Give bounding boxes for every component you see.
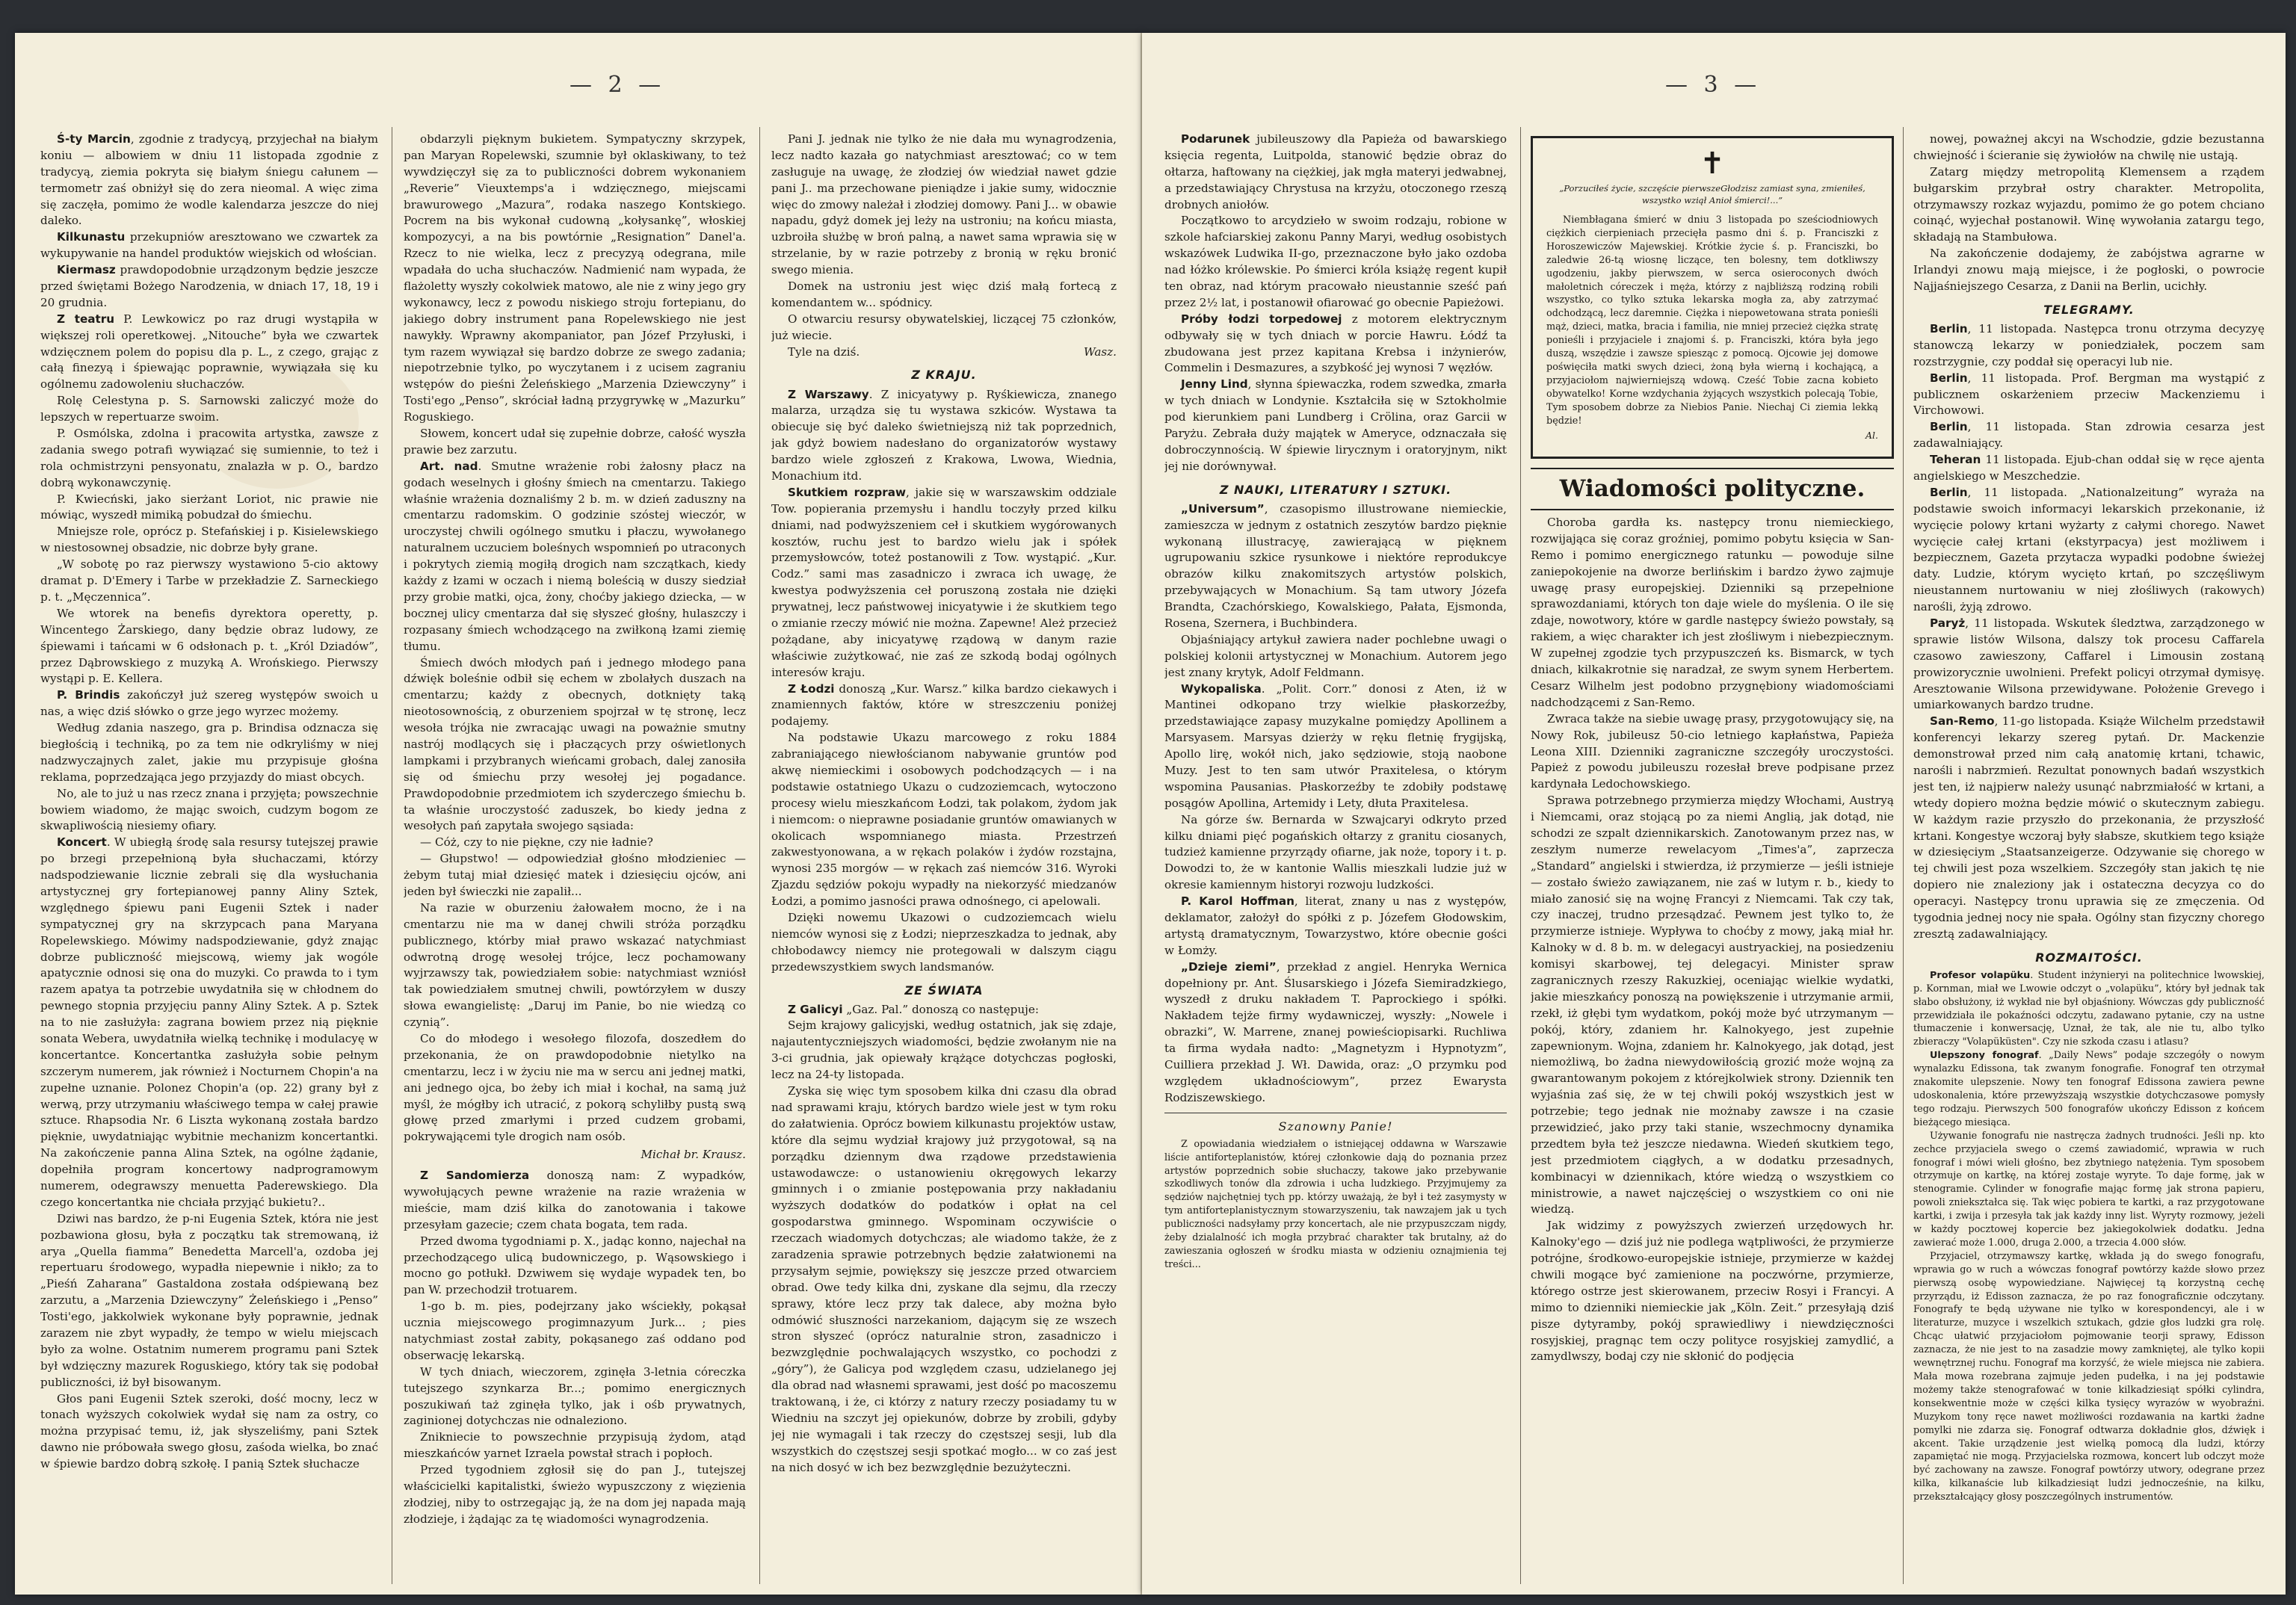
paragraph: Z Warszawy. Z inicyatywy p. Ryśkiewicza, znanego malarza, urządza się tu wystawa szkiców. Wystawa ta obiecuje się być daleko świetniejszą niż tak poprzednich, jak gdyż bowiem nadesłano do organizatorów wystawy bardzo wiele zgłoszeń z Krakowa, Lwowa, Wiednia, Monachium itd. — [771, 387, 1117, 483]
column-rule — [759, 127, 760, 1584]
section-heading: TELEGRAMY. — [2043, 302, 2135, 317]
lead-word: Kiermasz — [57, 263, 116, 277]
column-6 — [1913, 132, 2265, 1581]
paragraph: Co do młodego i wesołego filozofa, doszedłem do przekonania, że on prawdopodobnie nietylko na cmentarzu, lecz i w życiu nie ma w sercu ani jednej matki, ani jednego ojca, bo żeby ich miał i kochał, na samą już myśl, że mógłby ich utracić, z pokorą schyliłby pustą swą głowę przed zmarłymi i przed cudzem grobami, pokrywającemi tyle drogich nam osób. — [404, 1031, 746, 1144]
obituary-signature: Al. — [1866, 429, 1878, 441]
lead-word: Z Warszawy — [788, 387, 869, 401]
telegram: Berlin, 11 listopada. Następca tronu otrzyma decyzyę stanowczą lekarzy w poniedziałek, poczem sam rozstrzygnie, czy poddał się operacyi lub nie. — [1913, 321, 2265, 368]
column-1 — [40, 132, 378, 1581]
paragraph: Używanie fonografu nie nastręcza żadnych trudności. Jeśli np. kto zechce przyjaciela swego o czemś zawiadomić, wprawia w ruch fonograf i mówi wieli głośno, bez zbytniego natężenia. Tym sposobem otrzymuje on kartkę, na której zostaje wyryte. To daje formę, jak w stenogramie. Cylinder w fonografie mając formę jak strona papieru, powoli zniekształca się. Tak więc pobiera te kartki, a raz przygotowane kartki, i zwija i przesyła tak jak każdy inny list. Wyryty rozmowy, jeżeli w każdy pocztowej kopercie bez jakiegokolwiek dodatku. Jedna zawierać może 1.000, druga 2.000, a trzecia 4.000 słów. — [1913, 1130, 2265, 1249]
paragraph: Sejm krajowy galicyjski, według ostatnich, jak się zdaje, najautentyczniejszych wiadomości, będzie zwołanym nie na 3-ci grudnia, jak opiewały krążące dotychczas pogłoski, lecz na 24-ty listopada. — [771, 1018, 1117, 1082]
paragraph: Początkowo to arcydzieło w swoim rodzaju, robione w szkole hafciarskiej zakonu Panny Maryi, według osobistych wskazówek Ludwika II-go, przeznaczone było jako ozdoba nad łóżko królewskie. Po śmierci króla książę regent kupił ten obraz, nad którym pracowało nieustannie sześć pań przez 2½ lat, i postanowił ofiarować go obecnie Papieżowi. — [1164, 214, 1507, 309]
paragraph: Jak widzimy z powyższych zwierzeń urzędowych hr. Kalnoky'ego — dziś już nie podlega wątpliwości, że przymierze potrójne, środkowo-europejskie istnieje, przymierze w każdej chwili mogące być zamienione na poczwórne, przymierze, którego ostrze jest skierowanem, przeciw Rosyi i Francyi. A mimo to dzienniki niemieckie jak „Köln. Zeit.” przesyłają dziś pisze dytyramby, pokój sprawiedliwy i niewdzięczności rosyjskiej, pragnąc tem oczy polityce rosyjskiej zamydlić, a zamydlwszy, bodaj czy nie skłonić do podjęcia — [1531, 1219, 1894, 1364]
paragraph: Na razie w oburzeniu żałowałem mocno, że i na cmentarzu nie ma w danej chwili stróża porządku publicznego, którby miał prawo wskazać natychmiast odwrotną drogę wesołej trójce, lecz pochamowany wyjrzawszy tak, powiedziałem sobie: natychmiast wzniósł tak powiedziałem smutnej chwili, powtórzyłem w duszy słowa ewangielistę: „Daruj im Panie, bo nie wiedzą co czynią”. — [404, 900, 746, 1030]
lead-word: Z teatru — [57, 312, 115, 326]
lead-word: Skutkiem rozpraw — [788, 485, 906, 499]
lead-word: Berlin — [1930, 321, 1968, 335]
paragraph: „Dzieje ziemi”, przekład z angiel. Henryka Wernica dopełniony pr. Ant. Ślusarskiego i Józefa Siemiradzkiego, wyszedł z druku nakładem T. Paprockiego i spółki. Nakładem tejże firmy wydawniczej, wyszły: „Nowele i obrazki”, W. Marrene, znanej powieściopisarki. Ruchliwa ta firma wydała nadto: „Magnetyzm i Hypnotyzm”, Cuilliera przekład J. Wł. Dawida, oraz: „O przymku pod względem układnościowym”, przez Ewarysta Rodziszewskiego. — [1164, 959, 1507, 1104]
telegram: San-Remo, 11-go listopada. Książe Wilchelm przedstawił konferencyi lekarzy szereg pytań. Dr. Mackenzie demonstrował przed nim całą anatomię krtani, tchawic, narośli i nabrzmień. Rezultat ponownych badań wszystkich jest ten, iż najpierw należy usunąć nabrzmiałość w krtani, a wtedy dopiero można będzie mówić o skutecznym zabiegu. W każdym razie przyszło do przekonania, że przyszłość krtani. Kongestye wczoraj były słabsze, skutkiem tego książe w dziesięciym „Staatsanzeigerze. Odzywanie się chorego w tej chwili jest poza wszelkiem. Szczegóły stan jakich tę nie dopiero nie znaleziony jak i ostateczna decyzya co do operacyi. Następcy tronu uprawia się ze zmęczenia. Od tygodnia jednej nocy nie spała. Ogólny stan fizyczny chorego zresztą zadawalniający. — [1913, 714, 2265, 941]
paragraph: P. Brindis zakończył już szereg występów swoich u nas, a więc dziś słówko o grze jego wyrzec możemy. — [40, 688, 378, 719]
column-2 — [404, 132, 746, 1581]
telegram: Berlin, 11 listopada. Prof. Bergman ma wystąpić z publicznem oskarżeniem przeciw Mackenziemu i Virchowowi. — [1913, 371, 2265, 418]
paragraph: obdarzyli pięknym bukietem. Sympatyczny skrzypek, pan Maryan Ropelewski, szumnie był oklaskiwany, to też wywdzięczył się za to publiczności dobrem wykonaniem „Reverie” Vieuxtemps'a i wdzięcznego, miejscami brawurowego „Mazura”, rodaka naszego Kontskiego. Pocrem na bis wykonał cudowną „kołysankę”, włoskiej kompozycyi, a na bis powtórnie „Resignation” Danel'a. Rzecz to nie wielka, lecz z precyzyą odegrana, mile wpadała do ucha słuchaczów. Nadmienić nam wypada, że flażoletty wyszły cokolwiek matowo, ale nie z winy jego gry wykonawcy, lecz z powodu niskiego stroju fortepianu, do jakiego dobry instrument pana Ropelewskiego nie jest nawykły. Wprawny akompaniator, pan Józef Przyłuski, i tym razem wywiązał się bardzo dobrze ze swego zadania; niepotrzebnie tylko, po wyczytanem i z ucisem zagraniu wstępów do pieśni Żeleńskiego „Marzenia Dziewczyny” i Tosti'ego „Penso”, skróciał ładną przygrywkę w „Mazurku” Roguskiego. — [404, 132, 746, 424]
section-heading-political: Wiadomości polityczne. — [1531, 468, 1894, 510]
paragraph: Zwraca także na siebie uwagę prasy, przygotowujący się, na Nowy Rok, jubileusz 50-cio letniego kapłaństwa, Papieża Leona XIII. Dzienniki zagraniczne szczegóły uroczystości. Papież z powodu jubileuszu rozesłał breve podpisane przez kardynała Ledochowskiego. — [1531, 711, 1894, 791]
paragraph: Ś-ty Marcin, zgodnie z tradycyą, przyjechał na białym koniu — albowiem w dniu 11 listopada zgodnie z tradycyą, ziemia pokryta się białym śniegu całunem — termometr zaś obniżył się do zera nieomal. A więc zima się zaczęła, pomimo że wodle kalendarza jeszcze do niej daleko. — [40, 132, 378, 228]
paragraph: Z Galicyi „Gaz. Pal.” donoszą co następuje: — [788, 1002, 1039, 1016]
paragraph: Tyle na dziś. Wasz. — [771, 344, 1117, 361]
paragraph: P. Osmólska, zdolna i pracowita artystka, zawsze z zadania swego potrafi wywiązać się sumiennie, to też i rola ochmistrzyni pensyonatu, znalazła w p. O., bardzo dobrą wykonawczynię. — [40, 427, 378, 489]
section-heading: Z KRAJU. — [911, 368, 977, 383]
lead-word: Kilkunastu — [57, 230, 126, 244]
telegram: Berlin, 11 listopada. „Nationalzeitung” wyraża na podstawie swoich informacyi lekarskich przekonanie, iż wycięcie polowy krtani wyżarty z całymi chorego. Nawet wycięcie całej krtani (ekstyrpacya) jest możliwem i bezpiecznem, Gazeta przytacza wypadki podobne świeżej daty. Ludzie, którym wycięto krtań, po szczęśliwym nieustannem nurtowaniu w niej złośliwych (rakowych) narośli, żyją zdrowo. — [1913, 485, 2265, 614]
lead-word: San-Remo — [1930, 714, 1995, 729]
signature: Wasz. — [1084, 344, 1117, 359]
paragraph: O otwarciu resursy obywatelskiej, liczącej 75 członków, już wiecie. — [771, 312, 1117, 342]
right-page — [1142, 33, 2286, 1595]
signature: Michał br. Krausz. — [641, 1148, 746, 1162]
paragraph: Pani J. jednak nie tylko że nie dała mu wynagrodzenia, lecz nadto kazała go natychmiast aresztować; co w tem zasługuje na uwagę, że złodziej ów wiedział nawet gdzie pani J.. ma przechowane pieniądze i jakie sumy, widocznie więc do zmowy należał i złodziej domowy. Pani J... w obawie napadu, gdyż domek jej leży na ustroniu; na końcu miasta, uzbroiła służbę w broń palną, a nawet sama wprawia się w strzelanie, by w razie potrzeby z bronią w ręku bronić swego mienia. — [771, 132, 1117, 277]
paragraph: Zyska się więc tym sposobem kilka dni czasu dla obrad nad sprawami kraju, których bardzo wiele jest w tym roku do załatwienia. Oprócz bowiem kilkunastu projektów ustaw, które dla sejmu wydział krajowy już przygotował, są na porządku dziennym dwa rządowe przedstawienia ustawodawcze: o ustanowieniu okręgowych lekarzy gminnych i o zmianie postępowania przy nakładaniu wyższych dodatków do podatków i opłat na cel gospodarstwa gminnego. Wspominam oczywiście o rzeczach wiadomych dotychczas; ale wiadomo także, że z zaradzenia sprawie potrzebnych będzie załatwionemi na przysałym sejmie, powiększy się jeszcze przed otwarciem obrad. Owe tedy kilka dni, zyskane dla sejmu, dla rzeczy sprawy, które lecz przy tak dalece, aby można było odmówić słuszności narzekaniom, dającym się ze wszech stron słyszeć (oprócz naturalnie stron, zasadniczo i bezwzględnie pochwalających wszystko, co pochodzi z „góry”), że Galicya pod względem czasu, udzielanego jej dla obrad nad własnemi sprawami, jest dość po macoszemu traktowaną, i że, ci którzy z natury rzeczy posiadamy tu w Wiedniu na szczyt jej opiekunów, dobrze by zrobili, gdyby jej nie wymagali i tak rzeczy do częstszej sesji, lub dla wszystkich do częstszej sesji spotkać mogło... w co zaś jest na nich dosyć w ich bez bezwzględnie bezużyteczni. — [771, 1084, 1117, 1474]
lead-word: Wykopaliska — [1181, 681, 1262, 696]
column-3 — [771, 132, 1117, 1581]
paragraph: Na podstawie Ukazu marcowego z roku 1884 zabraniającego niewłościanom nabywanie gruntów pod akwę niemieckimi i osobowych podchodzących — i na podstawie ostatniego Ukazu o cudzoziemcach, wytoczono procesy wielu mieszkańcom Łodzi, tak polakom, żydom jak i niemcom: o nieprawne posiadanie gruntów omawianych w okolicach wspomnianego miasta. Przestrzeń zakwestyonowana, a w rękach polaków i żydów rozstajna, wynosi 235 morgów — w rękach zaś niemców 316. Wyroki Zjazdu sędziów pokoju wypadły na niekorzyść miedzanów Łodzi, a pomimo jasności prawa odnośnego, ci apelowali. — [771, 731, 1117, 909]
lead-word: „Universum” — [1181, 501, 1265, 516]
paragraph: Jenny Lind, słynna śpiewaczka, rodem szwedka, zmarła w tych dniach w Londynie. Kształciła się w Sztokholmie pod kierunkiem pani Lundberg i Crölina, oraz Garcii w Paryżu. Zebrała duży majątek w Ameryce, odznaczała się dobroczynnością. W śpiewie lirycznym i oratoryjnym, nikt jej nie dorównywał. — [1164, 377, 1507, 473]
paragraph: 1-go b. m. pies, podejrzany jako wściekły, pokąsał ucznia miejscowego progimnazyum Jurk... ; pies natychmiast został zabity, pokąsanego zaś oddano pod obserwację lekarską. — [404, 1299, 746, 1362]
lead-word: Ulepszony fonograf — [1930, 1050, 2039, 1062]
column-4 — [1164, 132, 1507, 1581]
paragraph: Wykopaliska. „Polit. Corr.” donosi z Aten, iż w Mantinei odkopano trzy wielkie płaskorzeźby, przedstawiające zapasy muzykalne pomiędzy Apollinem a Marsyasem. Marsyas dzierży w ręku fletnię frygijską, Apollo lirę, wokół nich, jako sędziowie, stoją naobone Muzy. Jest to ten sam utwór Praxitelesa, o którym wspomina Pausanias. Płaskorzeźby te zdobiły podstawę posągów Apollina, Artemidy i Lety, dłuta Praxitelesa. — [1164, 681, 1507, 810]
paragraph: W tych dniach, wieczorem, zginęła 3-letnia córeczka tutejszego szynkarza Br...; pomimo energicznych poszukiwań taż zginęła tylko, jak i ośb prywatnych, zaginionej dotychczas nie odnaleziono. — [404, 1364, 746, 1428]
paragraph: Profesor volapüku. Student inżynieryi na politechnice lwowskiej, p. Kornman, miał we Lwowie odczyt o „volapüku”, który był jednak tak słabo obsłużony, iż wykład nie był objaśniony. Wówczas gdy publiczność przewidziała ile pokaźności odczytu, zadawano pytanie, czy na ustne tłumaczenie i konwersację, Uznał, że tak, ale nie tu, albo tylko zbieraczy "Volapüküsten". Czy nie szkoda czasu i atlasu? — [1913, 969, 2265, 1048]
lead-word: „Dzieje ziemi” — [1181, 959, 1277, 974]
column-rule — [1520, 127, 1521, 1584]
lead-word: Z Galicyi — [788, 1002, 843, 1016]
paragraph: Choroba gardła ks. następcy tronu niemieckiego, rozwijająca się coraz groźniej, pomimo pobytu księcia w San-Remo i pomimo energicznego ratunku — powoduje silne zaniepokojenie na dworze berlińskim i bardzo żywo zajmuje uwagę prasy europejskiej. Dzienniki są przepełnione sprawozdaniami, których ton daje wiele do myślenia. O ile się zdaje, nowotwory, które w gardle następcy świeżo powstały, są rakiem, a więc charakter ich jest złośliwym i niebezpiecznym. W zupełnej zgodzie tych przypuszczeń ks. Bismarck, w tych dniach, kilkakrotnie się naradzał, ze swym synem Herbertem. Cesarz Wilhelm jest podobno przygnębiony wiadomościami nadchodzącemi z San-Remo. — [1531, 516, 1894, 709]
column-5 — [1531, 132, 1894, 1581]
paragraph: Z Łodzi donoszą „Kur. Warsz.” kilka bardzo ciekawych i znamiennych faktów, które w streszczeniu poniżej podajemy. — [771, 681, 1117, 729]
telegram: Berlin, 11 listopada. Stan zdrowia cesarza jest zadawalniający. — [1913, 420, 2265, 451]
paragraph: Na górze św. Bernarda w Szwajcaryi odkryto przed kilku dniami pięć pogańskich ołtarzy z granitu ciosanych, tudzież kamienne przyrządy ofiarne, jak noże, topory i t. p. Dowodzi to, że w kantonie Wallis mieszkali ludzie już w okresie kamiennym historyi rozwoju ludzkości. — [1164, 812, 1507, 892]
section-heading: ZE ŚWIATA — [904, 983, 984, 998]
paragraph: Podarunek jubileuszowy dla Papieża od bawarskiego księcia regenta, Luitpolda, stanowić będzie obraz do ołtarza, haftowany na ciężkiej, jak mgła materyi jedwabnej, a przedstawiający Chrystusa na krzyżu, otoczonego rzeszą drobnych aniołów. — [1164, 132, 1507, 211]
letter-heading: Szanowny Panie! — [1164, 1113, 1507, 1135]
paragraph: Koncert. W ubiegłą środę sala resursy tutejszej prawie po brzegi przepełnioną była słuchaczami, którzy nadspodziewanie licznie zebrali się dla wysłuchania artystycznej gry fortepianowej panny Aliny Sztek, względnego śpiewu pani Eugenii Sztek i nader sympatycznej gry na skrzypcach pana Maryana Ropelewskiego. Mówimy nadspodziewanie, gdyż znając dobrze publiczność miejscową, wiemy jak wogóle apatycznie odnosi się ona do muzyki. Co prawda to i tym razem apatya ta potrzebie uwydatniła się w chłodnem do pewnego stopnia przyjęciu panny Aliny Sztek. A p. Sztek na to nie zasłużyła: zagrana bowiem przez nią pięknie sonata Webera, uwydatniła wielką technikę i modulacyę w koncertantce. Koncertantka zasłużyła sobie pełnym szczerym numerem, jak również i Nocturnem Chopin'a na zupełne uznanie. Polonez Chopin'a (op. 22) grany był z werwą, przy utrzymaniu właściwego tempa w całej prawie sztuce. Rhapsodia Nr. 6 Liszta wykonaną została bardzo pięknie, uwydatniając wybitnie mechanizm koncertantki. Na zakończenie panna Alina Sztek, na ogólne żądanie, dopełniła program koncertowy nadprogramowym numerem, odegrawszy menuetta Paderewskiego. Dla czego koncertantka nie chciała przyjąć bukietu?.. — [40, 835, 378, 1209]
paragraph: Słowem, koncert udał się zupełnie dobrze, całość wyszła prawie bez zarzutu. — [404, 427, 746, 457]
lead-word: Profesor volapüku — [1930, 969, 2031, 981]
cross-icon: ✝ — [1700, 146, 1725, 181]
lead-word: Z Sandomierza — [420, 1169, 530, 1183]
paragraph: Domek na ustroniu jest więc dziś małą fortecą z komendantem w... spódnicy. — [771, 279, 1117, 309]
paragraph: Dziwi nas bardzo, że p-ni Eugenia Sztek, która nie jest pozbawiona głosu, była z początku tak stremowaną, iż arya „Quella fiamma” Benedetta Marcell'a, ozdoba jej repertuaru środowego, wypadła niepewnie i nikło; za to „Pieśń Zaharana” Gastaldona została odśpiewaną bez zarzutu, a „Marzenia Dziewczyny” Żeleńskiego i „Penso” Tosti'ego, jakkolwiek wykonane były poprawnie, jednak zarazem nie zbyt wypadły, że tempo w wielu miejscach było za wolne. Ostatnim numerem programu pani Sztek był wdzięczny mazurek Roguskiego, który tak się podobał publiczności, iż był bisowanym. — [40, 1211, 378, 1389]
lead-word: Teheran — [1930, 453, 1981, 467]
lead-word: Berlin — [1930, 371, 1968, 385]
lead-word: Z Łodzi — [788, 681, 835, 696]
paragraph: Objaśniający artykuł zawiera nader pochlebne uwagi o polskiej kolonii artystycznej w Monachium. Autorem jego jest znany krytyk, Adolf Feldmann. — [1164, 632, 1507, 679]
lead-word: Jenny Lind — [1181, 377, 1248, 392]
paragraph: — Cóż, czy to nie piękne, czy nie ładnie? — [420, 835, 653, 850]
section-heading: ROZMAITOŚCI. — [2035, 950, 2143, 965]
paragraph: Śmiech dwóch młodych pań i jednego młodego pana dźwięk boleśnie odbił się echem w zbolałych duszach na cmentarzu; każdy z obecnych, dotknięty taką nieotosownością, z oburzeniem spojrzał w tę stronę, lecz wesoła trójka nie zwracając uwagi na poważnie smutny nastrój modlących się i płaczących przy oświetlonych lampkami i przybranych wieńcami grobach, dalej zanosiła się od śmiechu przy wesołej jej pogadance. Prawdopodobnie przedmiotem ich szyderczego śmiechu b. ta właśnie uroczystość zaduszek, bo kiedy jedna z wesołych pań zapytała swojego sąsiada: — [404, 655, 746, 833]
paragraph: Z teatru P. Lewkowicz po raz drugi wystąpiła w większej roli operetkowej. „Nitouche” była we czwartek wdzięcznem polem do popisu dla p. L., z czego, grając z całą finezyą i śpiewając poprawnie, wywiązała się ku ogólnemu zadowoleniu słuchaczów. — [40, 312, 378, 392]
paragraph: nowej, poważnej akcyi na Wschodzie, gdzie bezustanna chwiejność i ścieranie się żywiołów na chwilę nie ustają. — [1913, 132, 2265, 162]
section-heading: Z NAUKI, LITERATURY I SZTUKI. — [1219, 482, 1452, 497]
paragraph: Zatarg między metropolitą Klemensem a rządem bułgarskim przybrał ostry charakter. Metropolita, otrzymawszy rozkaz wyjazdu, pomimo że go potem chciano coinąć, wyjechał postanowił. Winę wywołania zatargu tego, składają na Stambułowa. — [1913, 164, 2265, 244]
lead-word: Paryż — [1930, 616, 1966, 630]
paragraph: „Universum”, czasopismo illustrowane niemieckie, zamieszcza w jednym z ostatnich zeszytów bardzo pięknie wykonaną illustracyę, zawierającą w pięknem ugrupowaniu szkice rysunkowe i niektóre reprodukcye obrazów kilku znakomitszych artystów polskich, przebywających w Monachium. Są tam utwory Józefa Brandta, Czachórskiego, Kowalskiego, Pałata, Ejsmonda, Rosena, Szernera, i Buchbindera. — [1164, 501, 1507, 630]
column-rule — [1903, 127, 1904, 1584]
lead-word: Próby łodzi torpedowej — [1181, 312, 1342, 326]
letter-body: Z opowiadania wiedziałem o istniejącej oddawna w Warszawie liście antiforteplanistów, której członkowie dają do poznania przez artystów poprzednich sobie słuchaczy, takowe jako przebywanie szkodliwych tonów dla zdrowia i ucha ludzkiego. Przyjmujemy za sędziów najchętniej tych pp. którzy uważają, że był i też zasymysty w tym antiforteplanistycznym stowarzyszeniu, tak nawzajem jak u tych publiczności nadsyłamy przy koncertach, ale nie przypuszczam nigdy, żeby dzialalność ich mogła przybrać charakter tak brutalny, aż do zawieszania ogłoszeń w środku miasta w odzieniu oznajmienia tej treści... — [1164, 1138, 1507, 1270]
lead-word: Berlin — [1930, 420, 1968, 434]
left-page — [15, 33, 1142, 1595]
lead-word: P. Karol Hoffman — [1181, 894, 1294, 909]
paragraph: Dzięki nowemu Ukazowi o cudzoziemcach wielu niemców wynosi się z Łodzi; nieprzeszkadza to jednak, aby chłobodawcy niemcy nie protegowali w dalszym ciągu przedewszystkiem swych landsmanów. — [771, 911, 1117, 974]
obituary-box — [1531, 136, 1894, 459]
paragraph: Kiermasz prawdopodobnie urządzonym będzie jeszcze przed świętami Bożego Narodzenia, w dniach 17, 18, 19 i 20 grudnia. — [40, 263, 378, 309]
paragraph: Z Sandomierza donoszą nam: Z wypadków, wywołujących pewne wrażenie na razie wrażenia w mieście, mam dziś kilka do zanotowania i takowe przesyłam gazecie; czem chata bogata, tem rada. — [404, 1169, 746, 1231]
paragraph: Kilkunastu przekupniów aresztowano we czwartek za wykupywanie na handel produktów wiejskich od włościan. — [40, 230, 378, 261]
paragraph: Rolę Celestyna p. S. Sarnowski zaliczyć może do lepszych w repertuarze swoim. — [40, 394, 378, 424]
paragraph: Głos pani Eugenii Sztek szeroki, dość mocny, lecz w tonach wyższych cokolwiek wydał się nam za ostry, co można przypisać temu, iż, jak słyszeliśmy, pani Sztek dawno nie próbowała swego głosu, zaśoda wielka, bo znać w śpiewie bardzo dobrą szkołę. I panią Sztek słuchacze — [40, 1391, 378, 1471]
paragraph: No, ale to już u nas rzecz znana i przyjęta; powszechnie bowiem wiadomo, że mając swoich, cudzym bogom ze skwapliwością niesiemy ofiary. — [40, 786, 378, 833]
lead-word: Berlin — [1930, 485, 1968, 499]
page-number-left: — 2 — — [570, 72, 666, 98]
page-number-right: — 3 — — [1665, 72, 1762, 98]
paragraph: P. Karol Hoffman, literat, znany u nas z występów, deklamator, założył do spółki z p. Józefem Głodowskim, artystą dramatycznym, Towarzystwo, które obecnie gości w Łomży. — [1164, 894, 1507, 957]
lead-word: Koncert — [57, 835, 107, 850]
obituary-text: Niembłagana śmierć w dniu 3 listopada po sześciodniowych ciężkich cierpieniach przecięła pasmo dni ś. p. Franciszki z Horoszewiczów Majewskiej. Krótkie życie ś. p. Franciszki, bo zaledwie 26-tą wiosnę liczące, ten bolesny, tem dotkliwszy ugodzeniu, jakby pierwszem, w serca osieroconych dwóch małoletnich córeczek i męża, którzy z najbliższą rodziną robili wszystko, co tylko sztuka lekarska mogła za, aby zatrzymać odchodzącą, lecz daremnie. Ciężka i niepowetowana strata ponieśli mąż, dzieci, matka, bracia i familia, nie mniej przecież ciężka stratę ponieśli i przyjaciele i znajomi ś. p. Franciszki, która była jego duszą, wszędzie i zawsze spiesząc z pomocą. Ojcowie jej domowe poświęciła matki swych dzieci, żoną była wierną i kochającą, a przyjaciołom najwierniejszą wdową. Cześć Tobie zacna kobieto obywatelko! Korne wzdychania żyjących wszystkich polecają Tobie, Tym sposobem dobrze za Niebios Panie. Niechaj Ci ziemia lekką będzie! — [1546, 214, 1878, 427]
paragraph: — Głupstwo! — odpowiedział głośno młodzieniec — żebym tutaj miał dziesięć matek i dziesięciu ojców, ani jeden był świeczki nie zapalił... — [404, 852, 746, 898]
paragraph: Próby łodzi torpedowej z motorem elektrycznym odbywały się w tych dniach w porcie Hawru. Łódź ta zbudowana jest przez kapitana Krebsa i inżynierów, Commelin i Desmazures, a szybkość jej wynosi 7 węzłów. — [1164, 312, 1507, 375]
lead-word: Art. nad — [420, 459, 478, 473]
paragraph: Przyjaciel, otrzymawszy kartkę, wkłada ją do swego fonografu, wprawia go w ruch a wówczas fonograf powtórzy każde słowo przez pierwszą osobę wypowiedziane. Najwięcej tą korzystną cechę przyrządu, iż Edisson zaznacza, że po raz fonograficznie odczytany. Fonografy te będą używane nie tylko w korespondencyi, ale i w literaturze, muzyce i wszelkich sztukach, gdzie głos ludzki gra rolę. Chcąc ułatwić przyjaciołom pojmowanie teorji sprawy, Edisson zaznacza, że nie jest to na zasadzie mowy zamkniętej, ale tylko kopii wewnętrznej ruchu. Fonograf ma korzyść, że wiele miejsca nie zabiera. Mała mowa rozebrana zajmuje jeden pudełka, i na jej podstawie możemy także stenografować w tonie kilkadziesiąt spółki cylindra, konsekwentnie może w części kilka tysięcy wyrazów w wyobraźni. Muzykom tony ręce nawet możliwości rozdawania na kartki żadne pomylki nie zdarza się. Fonograf odtwarza dokładnie głos, dźwięk i akcent. Takie urządzenie jest wielką pomocą dla ludzi, którzy zapamiętać nie mogą. Przyjacielska rozmowa, koncert lub odczyt może być zachowany na zawsze. Fonograf powtórzy utwory, odegrane przez kilka, kilkanaście lub kilkadziesiąt ludzi jednocześnie, na kilku, przekształcający głosy poszczególnych instrumentów. — [1913, 1250, 2265, 1503]
paragraph: „W sobotę po raz pierwszy wystawiono 5-cio aktowy dramat p. D'Emery i Tarbe w przekładzie Z. Sarneckiego p. t. „Męczennica”. — [40, 557, 378, 604]
lead-word: Ś-ty Marcin — [57, 132, 131, 146]
paragraph: Art. nad. Smutne wrażenie robi żałosny płacz na godach weselnych i głośny śmiech na cmentarzu. Takiego właśnie wrażenia doznaliśmy 2 b. m. w dzień zaduszny na cmentarzu radomskim. O godzinie szóstej wieczór, w uroczystej chwili ogólnego smutku i płaczu, wywołanego naturalnem uczuciem boleśnych wspomnień po utraconych i pokrytych ziemią mogiłą drogich nam szczątkach, kiedy każdy z łzami w oczach i niemą boleścią w duszy siedział przy grobie matki, ojca, żony, choćby jakiego dziecka, — w bocznej ulicy cmentarza dał się słyszeć głośny, hulaszczy i rozpasany śmiech wchodzącego na zwiłkoną łzami ziemię tłumu. — [404, 459, 746, 653]
paragraph: Ulepszony fonograf. „Daily News” podaje szczegóły o nowym wynalazku Edissona, tak zwanym fonografie. Fonograf ten otrzymał znakomite ulepszenie. Nowy ten fonograf Edissona zawiera pewne udoskonalenia, które przewyższają wszystkie dotychczasowe pomysły tego rodzaju. Pierwszych 500 fonografów ukończy Edisson z końcem bieżącego miesiąca. — [1913, 1050, 2265, 1128]
telegram: Paryż, 11 listopada. Wskutek śledztwa, zarządzonego w sprawie listów Wilsona, dalszy tok procesu Caffarela czasowo zawieszony, Caffarel i Limousin zostaną prowizorycznie uwolnieni. Prefekt policyi otrzymał dymisyę. Aresztowanie Wilsona przewidywane. Położenie Grevego i umiarkowanych bardzo trudne. — [1913, 616, 2265, 712]
paragraph: Przed dwoma tygodniami p. X., jadąc konno, najechał na przechodzącego ulicą budowniczego, p. Wąsowskiego i mocno go potłukł. Dzwiwem się wydaje wypadek ten, bo pan W. przechodził trotuarem. — [404, 1234, 746, 1297]
paragraph: Według zdania naszego, gra p. Brindisa odznacza się biegłością i techniką, po za tem nie odkryliśmy w niej nadzwyczajnych zalet, jakie mu przypisuje głośna reklama, poprzedzająca jego przyjazdy do miast obcych. — [40, 721, 378, 784]
paragraph: Znikniecie to powszechnie przypisują żydom, atąd mieszkańców yarnet Izraela powstał strach i popłoch. — [404, 1430, 746, 1461]
paragraph: Przed tygodniem zgłosił się do pan J., tutejszej właścicielki kapitalistki, świeżo wypuszczony z więzienia złodziej, niby to ostrzegając ją, że na dom jej napada mają złodzieje, i żądając za tę wiadomości wynagrodzenia. — [404, 1463, 746, 1526]
lead-word: P. Brindis — [57, 688, 120, 702]
telegram: Teheran 11 listopada. Ejub-chan oddał się w ręce ajenta angielskiego w Meszchedzie. — [1913, 453, 2265, 483]
lead-word: Podarunek — [1181, 132, 1250, 146]
paragraph: Skutkiem rozpraw, jakie się w warszawskim oddziale Tow. popierania przemysłu i handlu toczyły przed kilku dniami, nad podwyższeniem ceł i skutkiem wygórowanych kosztów, ruchu jest to bardzo wielu jak i spółek przemysłowców, toteż postanowili z Tow. wystąpić. „Kur. Codz.” sami mas zasadniczo i zwraca ich uwagę, że kwestya podwyższenia ceł poruszoną została nie dzięki prywatnej, lecz państwowej inicyatywie i że skutkiem tego o zmianie rzeczy mówić nie można. Zapewne! Ależ przecież pożądane, aby inicyatywę rządową w danym razie właściwie zużytkować, nie zaś ze szkodą bodaj ogólnych interesów kraju. — [771, 485, 1117, 679]
obituary-motto: „Porzuciłeś życie, szczęście pierwszeGłodzisz zamiast syna, zmieniłeś, wszystko wziął Anioł śmierci!...” — [1559, 183, 1866, 205]
paragraph: P. Kwiecński, jako sierżant Loriot, nic prawie nie mówiąc, wyszedł mimiką pobudzał do śmiechu. — [40, 492, 378, 522]
paragraph: Sprawa potrzebnego przymierza między Włochami, Austryą i Niemcami, oraz stojącą po za niemi Anglią, jak dotąd, nie schodzi ze szpalt dziennikarskich. Zanotowanym przez nas, w zeszłym numerze rewelacyom „Times'a”, zaprzecza „Standard” angielski i stwierdza, iż przymierze — jeśli istnieje — zostało świeżo zawiązanem, nie zaś w lutym r. b., kiedy to miało zanosić się na wojnę Francyi z Niemcami. Tak czy tak, czy inaczej, trudno przesądzać. Pewnem jest tylko to, że przymierze istnieje. Wypływa to choćby z mowy, jaką miał hr. Kalnoky w d. 8 b. m. w delegacyi austryackiej, na posiedzeniu komisyi skarbowej, tej delegacyi. Minister spraw zagranicznych rzeszy Rakuzkiej, oceniając wielkie wydatki, jakie mieszkańcy ponoszą na powiększenie i utrzymanie armii, rzekł, iż głębi tym wydatkom, pokój może być utrzymanym — pokój, który, zdaniem hr. Kalnokyego, jest zupełnie zapewnionym. Wojna, zdaniem hr. Kalnokyego, jak dotąd, jest niemożliwą, bo żadna niewydowiłością grozić może wojną za gwarantowanym pokojem z którejkolwiek strony. Dziennik ten wyjaśnia zaś się, że w tej chwili pokój wszystkich jest w potrzebie; tego jednak nie możnaby zawsze i na czasie przewidzieć, jako przy taki stanie, wszechmocny dynamika przedtem była też jeszcze niedawna. Wiedeń skutkiem tego, jest przedmiotem ciągłych, a w dodatku przesadnych, kombinacyi w dziennikach, które wiedzą o wszystkiem co ministrowie, a nawet najczęściej o wszystkiem co oni nie wiedzą. — [1531, 794, 1894, 1216]
paragraph: Mniejsze role, oprócz p. Stefańskiej i p. Kisielewskiego w niestosownej obsadzie, nic dobrze były grane. — [40, 525, 378, 555]
paragraph: We wtorek na benefis dyrektora operetty, p. Wincentego Żarskiego, dany będzie obraz ludowy, ze śpiewami i tańcami w 6 odsłonach p. t. „Król Dziadów”, przez Dąbrowskiego z muzyką A. Wrońskiego. Pierwszy wystąpi p. E. Kellera. — [40, 606, 378, 686]
paragraph: Na zakończenie dodajemy, że zabójstwa agrarne w Irlandyi znowu mają miejsce, i że pogłoski, o powrocie Najjaśniejszego Cesarza, z Danii na Berlin, ucichły. — [1913, 247, 2265, 294]
